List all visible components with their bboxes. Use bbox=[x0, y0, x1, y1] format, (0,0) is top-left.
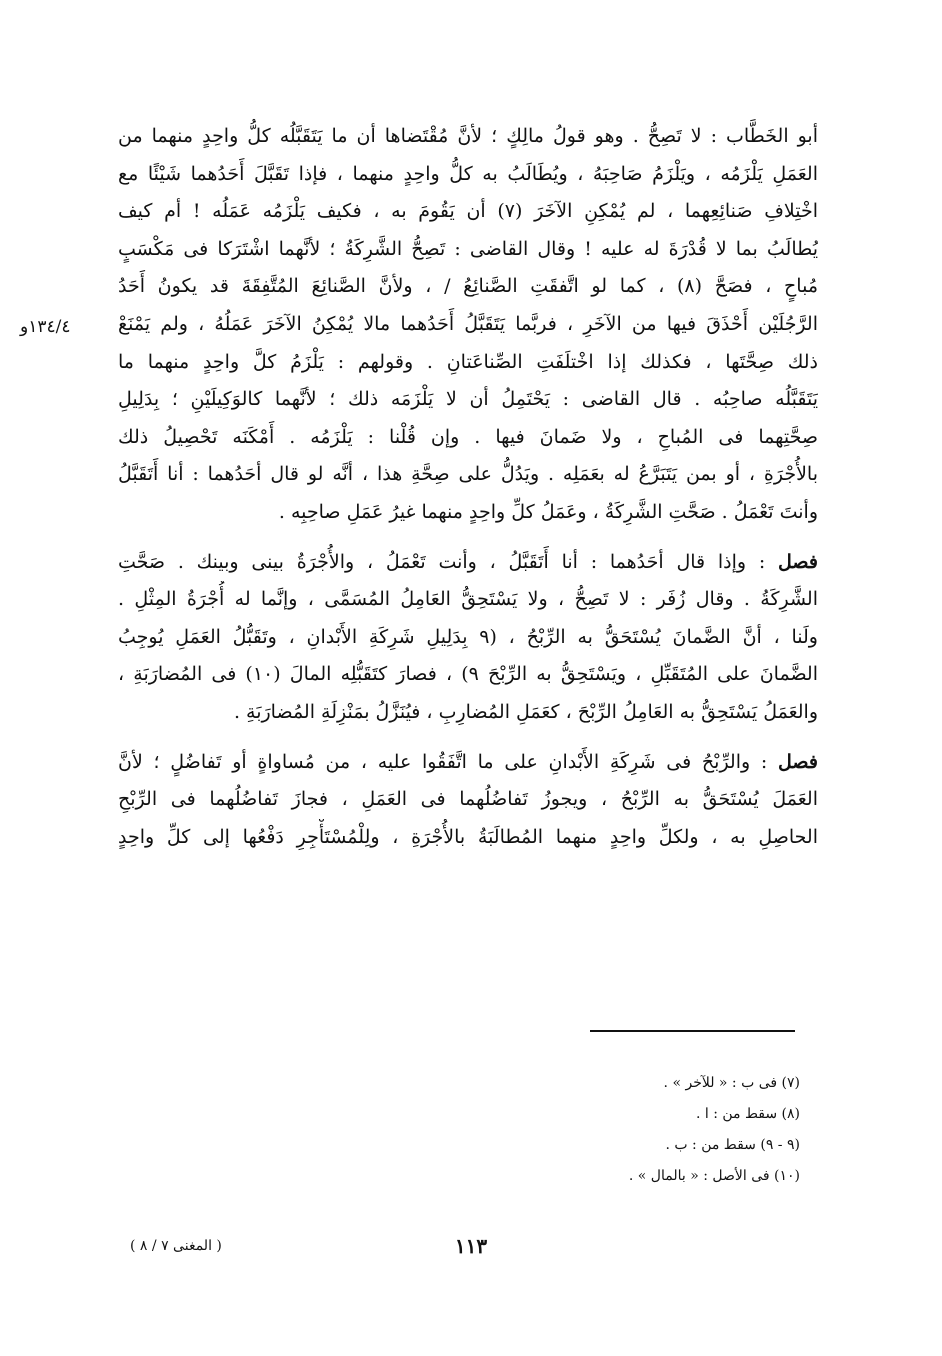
text-line: أبو الخَطَّاب : لا تَصِحُّ . وهو قولُ مالِكٍ ؛ لأنَّ مُقْتَضاها أن ما يَتَقَبَّلُه كلُّ واحِدٍ منهما من bbox=[118, 125, 818, 147]
footnotes bbox=[400, 1068, 800, 1192]
text-segment: : والرِّبْحُ فى شَرِكَةِ الأَبْدانِ على ما اتَّفَقُوا عليه ، من مُساواةٍ أو تَفاضُلٍ ؛ لأنَّ bbox=[118, 750, 768, 773]
footnote: (٧) فى ب : « للآخر » . bbox=[663, 1075, 800, 1091]
page-number: ١١٣ bbox=[454, 1234, 488, 1258]
text-line: الشَّرِكَةُ . وقال زُفَر : لا تَصِحُّ ، ولا يَسْتَحِقُّ العَامِلُ المُسَمَّى ، وإنَّما له أُجْرَةُ المِثْلِ . bbox=[118, 588, 818, 611]
text-line: والعَمَلُ يَسْتَحِقُّ به العَامِلُ الرِّبْحَ ، كعَمَلِ المُضارِبِ ، فيُنَزَّلُ بمَنْزِلَةِ المُضارَبَةِ . bbox=[233, 700, 818, 723]
footnote: (٨) سقط من : ا . bbox=[695, 1106, 800, 1122]
text-line: العَمَلِ يَلْزَمُه ، ويَلْزَمُ صَاحِبَهُ ، ويُطَالَبُ به كلُّ واحِدٍ منهما ، فإذا تَقَبَّلَ أَحَدُهما شَيْئًا مع bbox=[118, 162, 818, 185]
text-line: يُطالَبُ بما لا قُدْرَةَ له عليه ! وقال القاضى : تَصِحُّ الشَّرِكَةُ ؛ لأنَّهما اشْتَرَكا فى مَكْسَبٍ bbox=[118, 237, 818, 260]
text-segment: : وإذا قال أحَدُهما : أنا أَتَقَبَّلُ ، وأنت تَعْمَلُ ، والأُجْرَةُ بينى وبينك . صَحَّتِ bbox=[118, 550, 766, 573]
text-line: بالأُجْرَةِ ، أو بمن يَتَبَرَّعُ له بعَمَلِه . ويَدُلُّ على صِحَّةِ هذا ، أنَّه لو قال أحَدُهما : أنا أَتَقَبَّلُ bbox=[118, 463, 818, 486]
section-first-line bbox=[118, 744, 818, 782]
text-line: يَتَقَبَّلُه صاحِبُه . قال القاضى : يَحْتَمِلُ أن لا يَلْزَمَه ذلك ؛ لأنَّهما كالوَكِيلَيْنِ ؛ بِدَلِيلِ bbox=[118, 388, 818, 411]
section-keyword: فصل bbox=[778, 750, 818, 773]
text-line: صِحَّتِهما فى المُباحِ ، ولا ضَمانَ فيها . وإن قُلْنا : يَلْزَمُه . أَمْكَنَه تَحْصِيلُ ذلك bbox=[118, 425, 818, 448]
footnote-divider bbox=[590, 1030, 795, 1032]
volume-signature: ( المغنى ٧ / ٨ ) bbox=[130, 1238, 222, 1254]
text-line: ولَنا ، أنَّ الضَّمانَ يُسْتَحَقُّ به الرِّبْحُ ، (٩ بِدَلِيلِ شَرِكَةِ الأَبْدانِ ، وتَقَبُّلُ العَمَلِ يُوجِبُ bbox=[118, 625, 818, 648]
main-text bbox=[118, 118, 818, 856]
section-first-line bbox=[118, 544, 818, 582]
text-line: الحاصِلِ به ، ولكلِّ واحِدٍ منهما المُطالَبَةُ بالأُجْرَةِ ، ولِلْمُسْتَأْجِرِ دَفْعُها إلى كلِّ واحِدٍ bbox=[118, 825, 818, 848]
text-line: وأنتَ تَعْمَلُ . صَحَّتِ الشَّرِكَةُ ، وعَمَلُ كلِّ واحِدٍ منهما غيرُ عَمَلِ صاحِبِه . bbox=[278, 500, 818, 523]
section-keyword: فصل bbox=[778, 550, 818, 573]
margin-folio-note: ١٣٤/٤و bbox=[20, 317, 71, 337]
text-line: مُباحٍ ، فصَحَّ (٨) ، كما لو اتَّفقَتِ الصَّنائِعُ / ، ولأنَّ الصَّنائِعَ المُتَّفِقَةَ قد يكونُ أَحَدُ bbox=[118, 275, 818, 298]
text-line: الرَّجُلَيْن أَحْذَقَ فيها من الآخَرِ ، فربَّما يَتَقَبَّلُ أَحَدُهما مالا يُمْكِنُ الآخَرَ عَمَلُهُ ، ولم يَمْنَعْ bbox=[118, 312, 818, 335]
footnote: (١٠) فى الأصل : « بالمال » . bbox=[628, 1168, 800, 1184]
text-line: اخْتِلافِ صَنائِعِهما ، لم يُمْكِنِ الآخَرَ (٧) أن يَقُومَ به ، فكيف يَلْزَمُه عَمَلُه ! أم كيف bbox=[118, 200, 818, 223]
text-line: الضَّمانَ على المُتَقَبِّلِ ، ويَسْتَحِقُّ به الرِّبْحَ ٩) ، فصارَ كتَقَبُّلِه المالَ (١٠) فى المُضارَبَةِ ، bbox=[118, 663, 818, 686]
text-line: العَمَلَ يُسْتَحَقُّ به الرِّبْحُ ، ويجوزُ تَفاضُلُهما فى العَمَلِ ، فجازَ تَفاضُلُهما فى الرِّبْحِ bbox=[118, 788, 818, 811]
footnote: (٩ - ٩) سقط من : ب . bbox=[665, 1137, 800, 1153]
text-line: ذلك صِحَّتَها ، فكذلك إذا اخْتلَفَتِ الصِّناعَتانِ . وقولهم : يَلْزَمُ كلَّ واحِدٍ منهما ما bbox=[118, 350, 818, 373]
